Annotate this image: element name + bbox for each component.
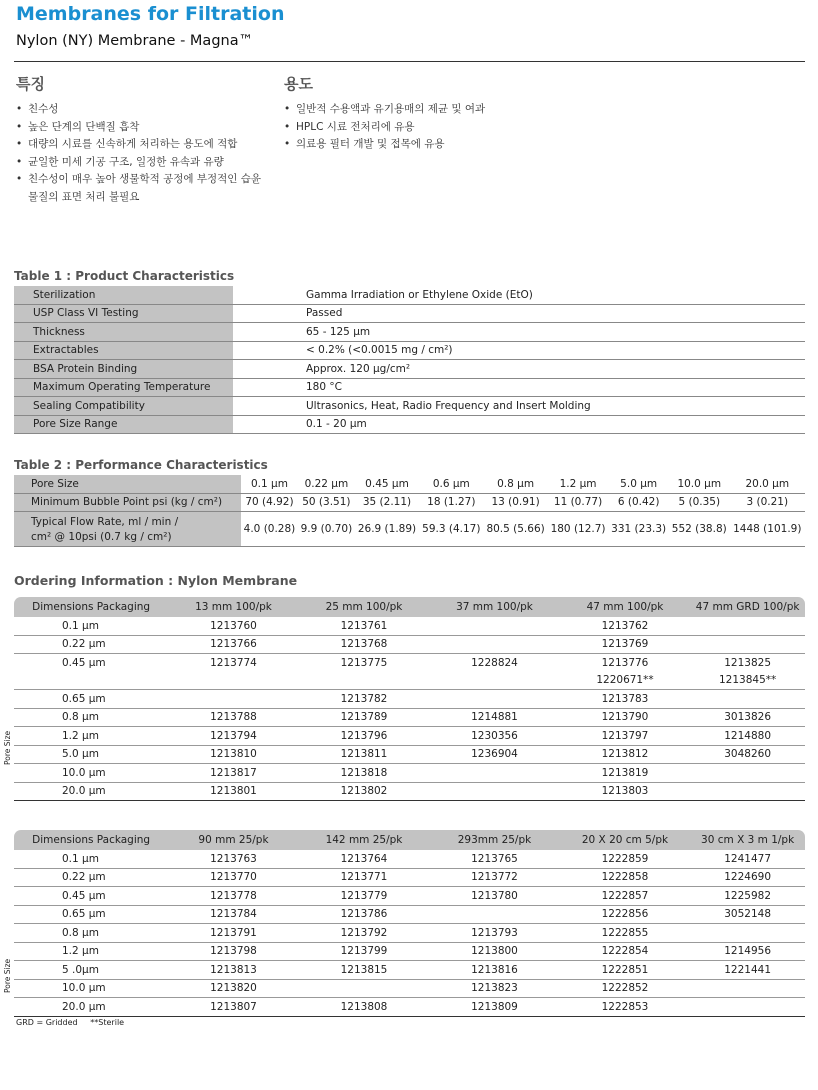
characteristic-value: Passed bbox=[233, 304, 805, 323]
characteristic-label: BSA Protein Binding bbox=[14, 360, 233, 379]
pore-size-cell bbox=[14, 672, 168, 690]
pore-size-cell: 0.22 μm bbox=[14, 868, 168, 887]
table-row bbox=[14, 979, 805, 998]
catalog-number-cell: 1224690 bbox=[690, 868, 805, 887]
bubble-point-label: Minimum Bubble Point psi (kg / cm²) bbox=[14, 493, 241, 512]
pore-size-axis-label-b: Pore Size bbox=[3, 958, 12, 993]
catalog-number-cell bbox=[690, 979, 805, 998]
characteristic-label: Pore Size Range bbox=[14, 415, 233, 434]
catalog-number-cell: 1213789 bbox=[299, 708, 430, 727]
bubble-point-cell: 18 (1.27) bbox=[419, 493, 483, 512]
column-header: Dimensions Packaging bbox=[14, 830, 168, 850]
bubble-point-cell: 11 (0.77) bbox=[548, 493, 609, 512]
catalog-number-cell: 1236904 bbox=[429, 745, 560, 764]
catalog-number-cell: 1213818 bbox=[299, 764, 430, 783]
ordering-table-a bbox=[14, 597, 805, 801]
characteristic-label: USP Class VI Testing bbox=[14, 304, 233, 323]
page-title: Membranes for Filtration bbox=[16, 3, 285, 25]
table2-title: Table 2 : Performance Characteristics bbox=[14, 458, 268, 472]
table-row bbox=[14, 672, 805, 690]
catalog-number-cell: 1213802 bbox=[299, 782, 430, 801]
footnote-sterile: **Sterile bbox=[90, 1018, 125, 1027]
pore-size-cell: 0.65 μm bbox=[14, 905, 168, 924]
uses-list bbox=[284, 101, 544, 154]
catalog-number-cell: 1213817 bbox=[168, 764, 299, 783]
pore-size-cell: 10.0 μm bbox=[669, 475, 730, 493]
flow-rate-cell: 1448 (101.9) bbox=[730, 512, 805, 547]
column-header: Dimensions Packaging bbox=[14, 597, 168, 617]
catalog-number-cell: 1213825 bbox=[724, 656, 771, 669]
column-header: 20 X 20 cm 5/pk bbox=[560, 830, 691, 850]
uses-item: • 일반적 수용액과 유기용매의 제균 및 여과 bbox=[284, 101, 544, 119]
uses-item: • HPLC 시료 전처리에 유용 bbox=[284, 119, 544, 137]
catalog-number-cell: 1213776 bbox=[601, 656, 649, 669]
catalog-number-cell: 1213783 bbox=[560, 690, 691, 709]
catalog-number-cell bbox=[690, 690, 805, 709]
characteristic-value: Approx. 120 μg/cm² bbox=[233, 360, 805, 379]
catalog-number-cell: 1213797 bbox=[560, 727, 691, 746]
catalog-number-cell: 1225982 bbox=[690, 887, 805, 906]
table-row bbox=[14, 475, 805, 493]
table-row bbox=[14, 617, 805, 635]
ordering-table-b bbox=[14, 830, 805, 1017]
catalog-number-cell: 1213823 bbox=[429, 979, 560, 998]
catalog-number-cell: 1213800 bbox=[429, 942, 560, 961]
catalog-number-cell: 1213765 bbox=[429, 850, 560, 868]
table-row bbox=[14, 635, 805, 654]
column-header: 293mm 25/pk bbox=[429, 830, 560, 850]
table-row bbox=[14, 415, 805, 434]
catalog-number-cell: 1213788 bbox=[168, 708, 299, 727]
table-row bbox=[14, 887, 805, 906]
catalog-number-cell: 1222857 bbox=[560, 887, 691, 906]
flow-rate-cell: 552 (38.8) bbox=[669, 512, 730, 547]
bubble-point-cell: 5 (0.35) bbox=[669, 493, 730, 512]
catalog-number-cell: 1213809 bbox=[429, 998, 560, 1017]
pore-size-cell: 0.45 μm bbox=[62, 656, 106, 669]
flow-rate-cell: 331 (23.3) bbox=[608, 512, 669, 547]
catalog-number-cell bbox=[690, 782, 805, 801]
catalog-number-cell: 1213798 bbox=[168, 942, 299, 961]
catalog-number-cell bbox=[690, 617, 805, 635]
pore-size-cell: 5.0 μm bbox=[14, 745, 168, 764]
flow-rate-label-line: Typical Flow Rate, ml / min / bbox=[31, 515, 179, 528]
catalog-number-cell: 3052148 bbox=[690, 905, 805, 924]
catalog-number-cell bbox=[429, 672, 560, 690]
pore-size-cell: 20.0 μm bbox=[730, 475, 805, 493]
table-header-row bbox=[14, 830, 805, 850]
catalog-number-cell: 1222854 bbox=[560, 942, 691, 961]
characteristic-value: 0.1 - 20 μm bbox=[233, 415, 805, 434]
table-row bbox=[14, 942, 805, 961]
pore-size-axis-label-a: Pore Size bbox=[3, 730, 12, 765]
table-row bbox=[14, 654, 805, 672]
characteristic-label: Sealing Compatibility bbox=[14, 397, 233, 416]
catalog-number-cell: 1222859 bbox=[560, 850, 691, 868]
table-row bbox=[14, 378, 805, 397]
characteristic-value: Gamma Irradiation or Ethylene Oxide (EtO) bbox=[233, 286, 805, 304]
catalog-number-cell: 1214880 bbox=[690, 727, 805, 746]
product-characteristics-table bbox=[14, 286, 805, 434]
flow-rate-cell: 9.9 (0.70) bbox=[298, 512, 355, 547]
page-subtitle: Nylon (NY) Membrane - Magna™ bbox=[16, 33, 254, 49]
catalog-number-cell: 1213763 bbox=[168, 850, 299, 868]
catalog-number-cell bbox=[168, 690, 299, 709]
catalog-number-cell: 1213807 bbox=[168, 998, 299, 1017]
catalog-number-cell: 3048260 bbox=[690, 745, 805, 764]
table-row bbox=[14, 286, 805, 304]
bubble-point-cell: 13 (0.91) bbox=[483, 493, 547, 512]
catalog-number-cell: 1213845** bbox=[690, 672, 805, 690]
catalog-number-cell: 1213803 bbox=[560, 782, 691, 801]
catalog-number-cell bbox=[429, 690, 560, 709]
catalog-number-cell: 1213780 bbox=[429, 887, 560, 906]
catalog-number-cell: 1214881 bbox=[429, 708, 560, 727]
catalog-number-cell: 1213792 bbox=[299, 924, 430, 943]
pore-size-cell: 10.0 μm bbox=[14, 979, 168, 998]
catalog-number-cell bbox=[690, 998, 805, 1017]
table-row bbox=[14, 961, 805, 980]
column-header: 142 mm 25/pk bbox=[299, 830, 430, 850]
table-row bbox=[14, 341, 805, 360]
pore-size-cell: 5.0 μm bbox=[608, 475, 669, 493]
characteristic-label: Extractables bbox=[14, 341, 233, 360]
bubble-point-cell: 50 (3.51) bbox=[298, 493, 355, 512]
flow-rate-label-line: cm² @ 10psi (0.7 kg / cm²) bbox=[31, 530, 172, 543]
pore-size-cell: 20.0 μm bbox=[14, 782, 168, 801]
catalog-number-cell: 1213766 bbox=[168, 635, 299, 654]
catalog-number-cell: 1213771 bbox=[299, 868, 430, 887]
table-row bbox=[14, 397, 805, 416]
catalog-number-cell: 1213811 bbox=[299, 745, 430, 764]
characteristic-label: Maximum Operating Temperature bbox=[14, 378, 233, 397]
characteristic-value: Ultrasonics, Heat, Radio Frequency and Insert Molding bbox=[233, 397, 805, 416]
table-row bbox=[14, 708, 805, 727]
table-row bbox=[14, 868, 805, 887]
table-row bbox=[14, 924, 805, 943]
table-row bbox=[14, 512, 805, 547]
column-header: 30 cm X 3 m 1/pk bbox=[690, 830, 805, 850]
table-row bbox=[14, 360, 805, 379]
ordering-title: Ordering Information : Nylon Membrane bbox=[14, 573, 298, 588]
catalog-number-cell bbox=[690, 635, 805, 654]
catalog-number-cell bbox=[690, 764, 805, 783]
features-item: • 대량의 시료를 신속하게 처리하는 용도에 적합 bbox=[16, 136, 266, 154]
catalog-number-cell: 1222855 bbox=[560, 924, 691, 943]
catalog-number-cell: 1228824 bbox=[471, 656, 518, 669]
characteristic-value: 180 °C bbox=[233, 378, 805, 397]
catalog-number-cell: 1213782 bbox=[299, 690, 430, 709]
column-header: 25 mm 100/pk bbox=[299, 597, 430, 617]
pore-size-cell: 0.22 μm bbox=[298, 475, 355, 493]
catalog-number-cell: 3013826 bbox=[690, 708, 805, 727]
bubble-point-cell: 6 (0.42) bbox=[608, 493, 669, 512]
catalog-number-cell: 1213813 bbox=[168, 961, 299, 980]
features-heading: 특징 bbox=[16, 75, 45, 93]
catalog-number-cell: 1222853 bbox=[560, 998, 691, 1017]
catalog-number-cell: 1213761 bbox=[299, 617, 430, 635]
catalog-number-cell: 1213799 bbox=[299, 942, 430, 961]
table1-title: Table 1 : Product Characteristics bbox=[14, 269, 235, 283]
catalog-number-cell bbox=[299, 979, 430, 998]
flow-rate-label bbox=[14, 512, 241, 547]
column-header: 47 mm GRD 100/pk bbox=[690, 597, 805, 617]
catalog-number-cell: 1241477 bbox=[690, 850, 805, 868]
catalog-number-cell: 1213768 bbox=[299, 635, 430, 654]
flow-rate-cell: 80.5 (5.66) bbox=[483, 512, 547, 547]
catalog-number-cell: 1213774 bbox=[210, 656, 257, 669]
catalog-number-cell: 1222852 bbox=[560, 979, 691, 998]
characteristic-value: 65 - 125 μm bbox=[233, 323, 805, 342]
catalog-number-cell bbox=[690, 924, 805, 943]
pore-size-cell: 5 .0μm bbox=[14, 961, 168, 980]
pore-size-cell: 1.2 μm bbox=[14, 727, 168, 746]
features-item: • 높은 단계의 단백질 흡착 bbox=[16, 119, 266, 137]
pore-size-cell: 0.45 μm bbox=[355, 475, 419, 493]
features-item: • 친수성이 매우 높아 생물학적 공정에 부정적인 습윤 물질의 표면 처리 불필요 bbox=[16, 171, 266, 206]
pore-size-cell: 0.22 μm bbox=[14, 635, 168, 654]
catalog-number-cell: 1222858 bbox=[560, 868, 691, 887]
catalog-number-cell: 1213796 bbox=[299, 727, 430, 746]
catalog-number-cell: 1213784 bbox=[168, 905, 299, 924]
catalog-number-cell bbox=[168, 672, 299, 690]
characteristic-label: Sterilization bbox=[14, 286, 233, 304]
table-header-row bbox=[14, 597, 805, 617]
catalog-number-cell: 1213801 bbox=[168, 782, 299, 801]
table-row bbox=[14, 690, 805, 709]
catalog-number-cell: 1213815 bbox=[299, 961, 430, 980]
catalog-number-cell: 1230356 bbox=[429, 727, 560, 746]
catalog-number-cell: 1213820 bbox=[168, 979, 299, 998]
footnote-grd: GRD = Gridded bbox=[16, 1018, 78, 1027]
flow-rate-cell: 180 (12.7) bbox=[548, 512, 609, 547]
catalog-number-cell: 1221441 bbox=[690, 961, 805, 980]
catalog-number-cell: 1213810 bbox=[168, 745, 299, 764]
flow-rate-cell: 59.3 (4.17) bbox=[419, 512, 483, 547]
pore-size-cell: 1.2 μm bbox=[548, 475, 609, 493]
catalog-number-cell: 1214956 bbox=[690, 942, 805, 961]
pore-size-label: Pore Size bbox=[14, 475, 241, 493]
table-row bbox=[14, 727, 805, 746]
table-row bbox=[14, 905, 805, 924]
bubble-point-cell: 70 (4.92) bbox=[241, 493, 298, 512]
uses-heading: 용도 bbox=[284, 75, 313, 93]
header-divider bbox=[14, 61, 805, 62]
pore-size-cell: 0.1 μm bbox=[241, 475, 298, 493]
features-list bbox=[16, 101, 266, 206]
table-row bbox=[14, 998, 805, 1017]
catalog-number-cell: 1222851 bbox=[560, 961, 691, 980]
bubble-point-cell: 3 (0.21) bbox=[730, 493, 805, 512]
flow-rate-cell: 26.9 (1.89) bbox=[355, 512, 419, 547]
catalog-number-cell: 1213779 bbox=[299, 887, 430, 906]
catalog-number-cell: 1213764 bbox=[299, 850, 430, 868]
column-header: 37 mm 100/pk bbox=[429, 597, 560, 617]
column-header: 13 mm 100/pk bbox=[168, 597, 299, 617]
catalog-number-cell bbox=[429, 635, 560, 654]
characteristic-value: < 0.2% (<0.0015 mg / cm²) bbox=[233, 341, 805, 360]
catalog-number-cell: 1222856 bbox=[560, 905, 691, 924]
catalog-number-cell bbox=[429, 764, 560, 783]
catalog-number-cell: 1213760 bbox=[168, 617, 299, 635]
catalog-number-cell: 1213769 bbox=[560, 635, 691, 654]
pore-size-cell: 0.1 μm bbox=[14, 617, 168, 635]
catalog-number-cell bbox=[429, 782, 560, 801]
catalog-number-cell: 1213786 bbox=[299, 905, 430, 924]
catalog-number-cell: 1220671** bbox=[560, 672, 691, 690]
pore-size-cell: 0.8 μm bbox=[14, 924, 168, 943]
pore-size-cell: 0.8 μm bbox=[14, 708, 168, 727]
characteristic-label: Thickness bbox=[14, 323, 233, 342]
flow-rate-cell: 4.0 (0.28) bbox=[241, 512, 298, 547]
table-row bbox=[14, 764, 805, 783]
pore-size-cell: 0.6 μm bbox=[419, 475, 483, 493]
catalog-number-cell: 1213770 bbox=[168, 868, 299, 887]
pore-size-cell: 0.1 μm bbox=[14, 850, 168, 868]
pore-size-cell: 20.0 μm bbox=[14, 998, 168, 1017]
catalog-number-cell: 1213762 bbox=[560, 617, 691, 635]
catalog-number-cell: 1213819 bbox=[560, 764, 691, 783]
catalog-number-cell bbox=[429, 617, 560, 635]
table-row bbox=[14, 782, 805, 801]
catalog-number-cell: 1213778 bbox=[168, 887, 299, 906]
pore-size-cell: 0.45 μm bbox=[14, 887, 168, 906]
catalog-number-cell: 1213812 bbox=[560, 745, 691, 764]
table-row bbox=[14, 493, 805, 512]
uses-item: • 의료용 필터 개발 및 접목에 유용 bbox=[284, 136, 544, 154]
catalog-number-cell: 1213808 bbox=[299, 998, 430, 1017]
column-header: 90 mm 25/pk bbox=[168, 830, 299, 850]
catalog-number-cell: 1213775 bbox=[340, 656, 388, 669]
features-item: • 균일한 미세 기공 구조, 일정한 유속과 유량 bbox=[16, 154, 266, 172]
bubble-point-cell: 35 (2.11) bbox=[355, 493, 419, 512]
table-row bbox=[14, 323, 805, 342]
catalog-number-cell bbox=[429, 905, 560, 924]
catalog-number-cell: 1213790 bbox=[560, 708, 691, 727]
pore-size-cell: 0.8 μm bbox=[483, 475, 547, 493]
pore-size-cell: 10.0 μm bbox=[14, 764, 168, 783]
table-row bbox=[14, 304, 805, 323]
performance-characteristics-table bbox=[14, 475, 805, 547]
pore-size-cell: 0.65 μm bbox=[14, 690, 168, 709]
catalog-number-cell: 1213772 bbox=[429, 868, 560, 887]
table-row bbox=[14, 850, 805, 868]
table-row bbox=[14, 745, 805, 764]
catalog-number-cell: 1213816 bbox=[429, 961, 560, 980]
catalog-number-cell: 1213794 bbox=[168, 727, 299, 746]
column-header: 47 mm 100/pk bbox=[560, 597, 691, 617]
footnote bbox=[16, 1018, 124, 1027]
features-item: • 친수성 bbox=[16, 101, 266, 119]
pore-size-cell: 1.2 μm bbox=[14, 942, 168, 961]
catalog-number-cell: 1213793 bbox=[429, 924, 560, 943]
catalog-number-cell: 1213791 bbox=[168, 924, 299, 943]
catalog-number-cell bbox=[299, 672, 430, 690]
